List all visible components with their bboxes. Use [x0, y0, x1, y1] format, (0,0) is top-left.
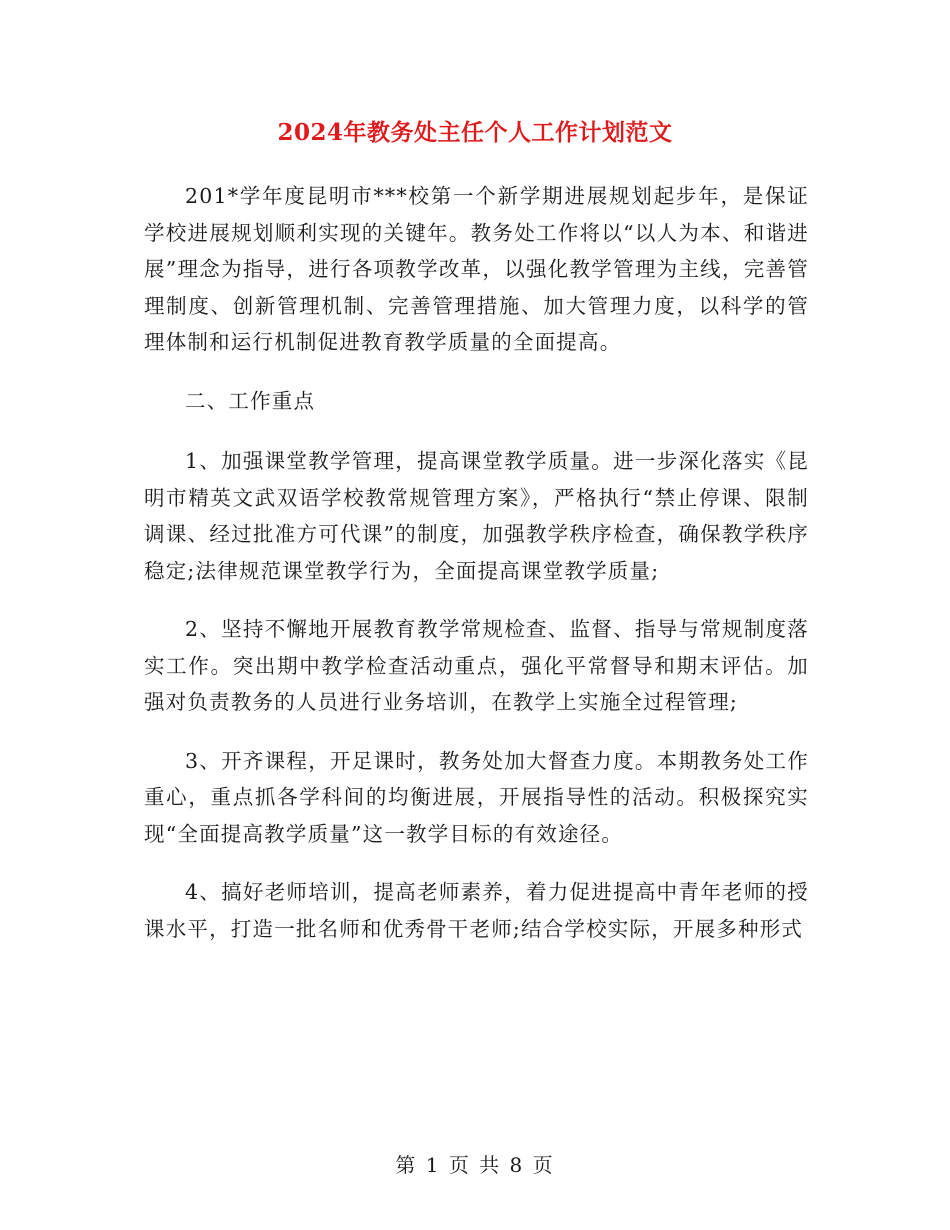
paragraph-item-1: 1、加强课堂教学管理，提高课堂教学质量。进一步深化落实《昆明市精英文武双语学校教常规管理方案》，严格执行“禁止停课、限制调课、经过批准方可代课”的制度，加强教学秩序检查，确保教学秩序稳定;法律规范课堂教学行为，全面提高课堂教学质量;: [144, 449, 809, 583]
section-heading-work-focus: 二、工作重点: [185, 388, 316, 413]
paragraph-intro: 201*学年度昆明市***校第一个新学期进展规划起步年，是保证学校进展规划顺利实现的关键年。教务处工作将以“以人为本、和谐进展”理念为指导，进行各项教学改革，以强化教学管理为主线，完善管理制度、创新管理机制、完善管理措施、加大管理力度，以科学的管理体制和运行机制促进教育教学质量的全面提高。: [144, 184, 809, 354]
paragraph-item-3: 3、开齐课程，开足课时，教务处加大督查力度。本期教务处工作重心，重点抓各学科间的均衡进展，开展指导性的活动。积极探究实现“全面提高教学质量”这一教学目标的有效途径。: [144, 748, 809, 846]
document-body: [144, 178, 809, 969]
paragraph-item-2: 2、坚持不懈地开展教育教学常规检查、监督、指导与常规制度落实工作。突出期中教学检查活动重点，强化平常督导和期末评估。加强对负责教务的人员进行业务培训，在教学上实施全过程管理;: [144, 617, 809, 714]
paragraph-item-4: 4、搞好老师培训，提高老师素养，着力促进提高中青年老师的授课水平，打造一批名师和优秀骨干老师;结合学校实际，开展多种形式: [144, 880, 809, 941]
page-number-footer: 第 1 页 共 8 页: [395, 1153, 555, 1177]
document-title: 2024年教务处主任个人工作计划范文: [277, 119, 673, 146]
